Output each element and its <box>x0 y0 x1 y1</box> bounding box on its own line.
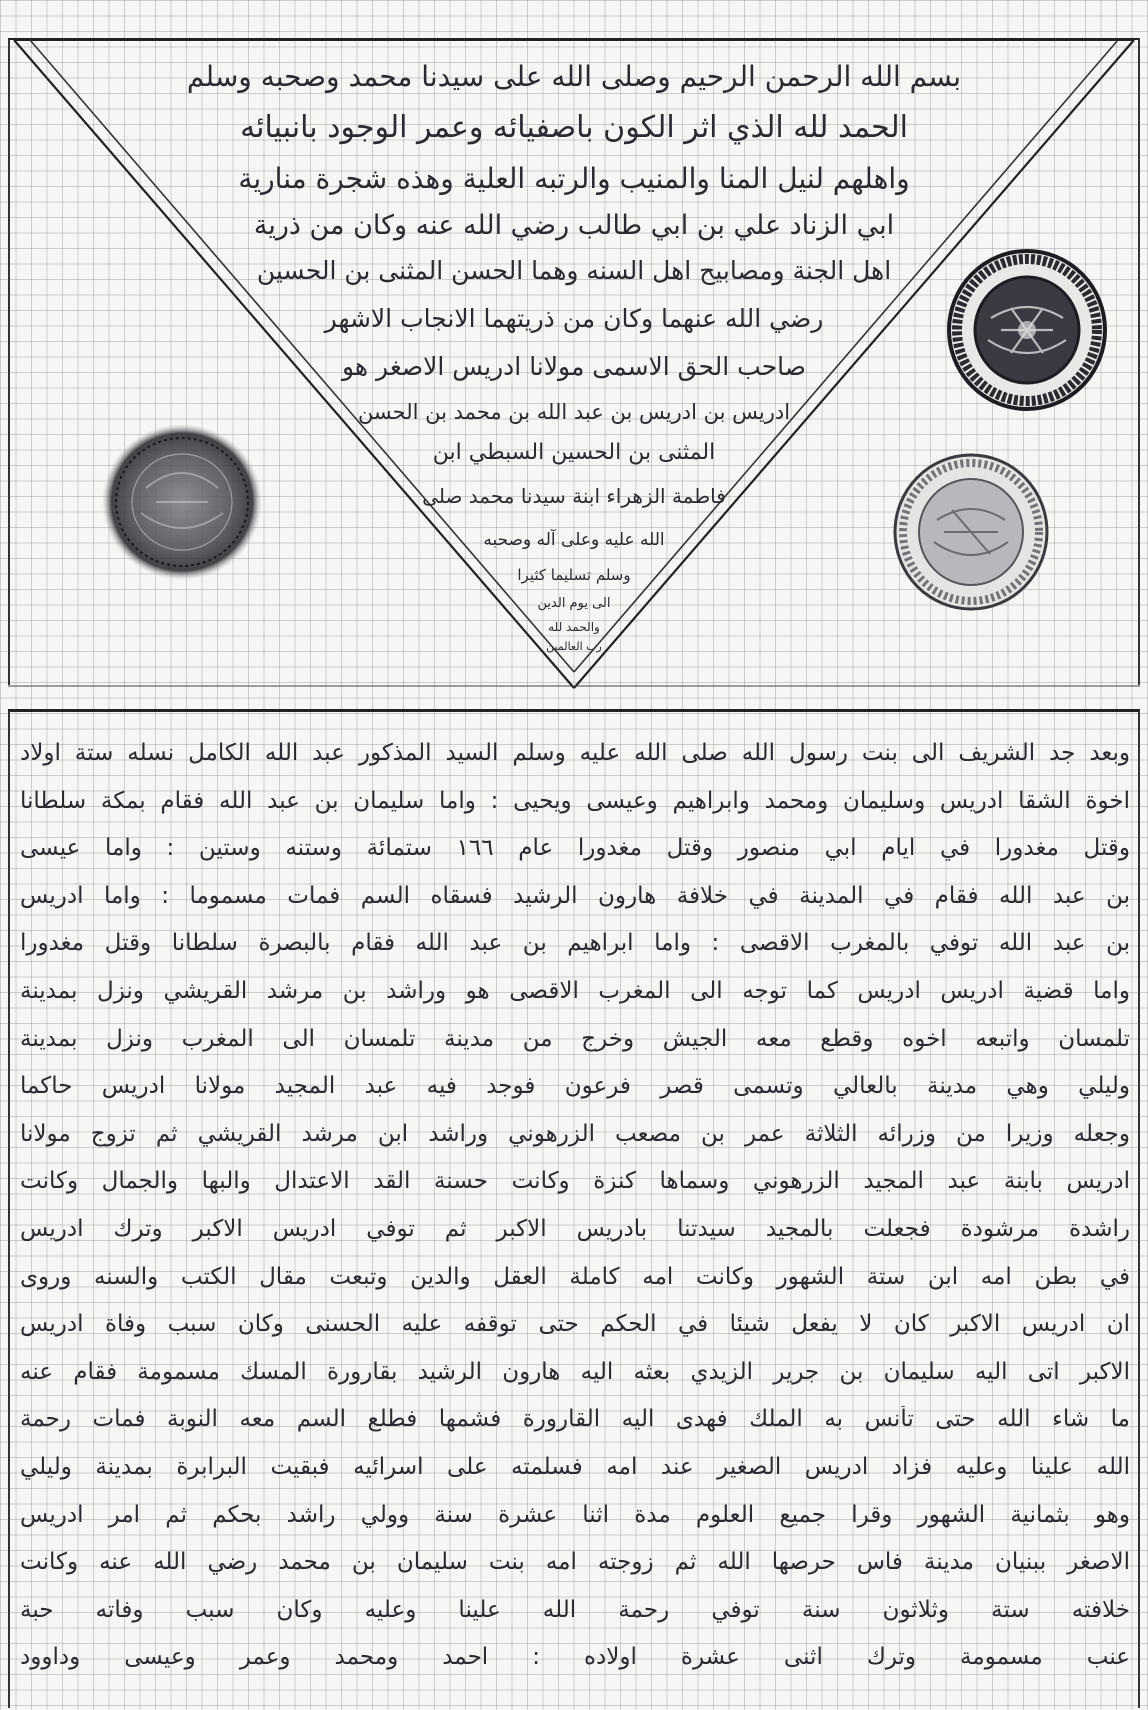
header-line: والحمد لله <box>548 620 600 634</box>
body-line: تلمسان واتبعه اخوه وقطع معه الجيش وخرج من مدينة تلمسان الى المغرب ونزل بمدينة <box>20 1025 1130 1052</box>
body-line: ان ادريس الاكبر كان لا يفعل شيئا في الحكم حتى توقفه عليه الحسنى وكان سبب وفاة ادريس <box>20 1311 1130 1338</box>
body-line: في بطن امه ابن ستة الشهور وكانت امه كاملة العقل والدين وتبعت مقال الكتب والسنه وروى <box>20 1263 1130 1290</box>
header-line: المثنى بن الحسين السبطي ابن <box>432 440 716 465</box>
body-line: وليلي وهي مدينة بالعالي وتسمى قصر فرعون فوجد فيه عبد المجيد مولانا ادريس حاكما <box>20 1073 1130 1100</box>
header-line: فاطمة الزهراء ابنة سيدنا محمد صلى <box>422 484 726 508</box>
header-line: رب العالمين <box>546 640 602 653</box>
header-line: رضي الله عنهما وكان من ذريتهما الانجاب الاشهر <box>324 304 824 333</box>
body-line: بن عبد الله توفي بالمغرب الاقصى : واما ابراهيم بن عبد الله فقام بالبصرة سلطانا وقتل مغدورا <box>20 930 1130 957</box>
seal-right-top <box>946 248 1108 412</box>
header-line: الحمد لله الذي اثر الكون باصفيائه وعمر الوجود بانبيائه <box>240 110 908 145</box>
body-line: بن عبد الله فقام في المدينة في خلافة هارون الرشيد فسقاه السم فمات مسموما : واما ادريس <box>20 882 1130 909</box>
body-line: وبعد جد الشريف الى بنت رسول الله صلى الله عليه وسلم السيد المذكور عبد الله الكامل نسله ستة اولاد <box>20 740 1130 766</box>
body-line: وجعله وزيرا من وزرائه الثلاثة عمر بن مصعب الزرهوني وراشد ابن مرشد القريشي ثم تزوج مولانا <box>20 1120 1130 1147</box>
body-line: ادريس بابنة عبد المجيد الزرهوني وسماها كنزة وكانت حسنة القد الاعتدال والبها والجمال وكانت <box>20 1168 1130 1195</box>
seal-left <box>96 418 268 586</box>
seal-right-bottom <box>892 452 1050 612</box>
header-line: بسم الله الرحمن الرحيم وصلى الله على سيدنا محمد وصحبه وسلم <box>186 60 962 93</box>
body-line: وهو بثمانية الشهور وقرا جميع العلوم مدة اثنا عشرة سنة وولي راشد بحكم ثم امر ادريس <box>20 1501 1130 1528</box>
header-line: وسلم تسليما كثيرا <box>517 566 631 584</box>
body-line: عنب مسمومة وترك اثنى عشرة اولاده : احمد ومحمد وعمر وعيسى وداوود <box>20 1644 1130 1671</box>
body-line: راشدة مرشودة فجعلت بالمجيد سيدتنا بادريس الاكبر ثم توفي ادريس الاكبر وترك ادريس <box>20 1216 1130 1242</box>
body-line: واما قضية ادريس ادريس كما توجه الى المغرب الاقصى هو وراشد بن مرشد القريشي ونزل بمدينة <box>20 978 1130 1004</box>
header-line: واهلهم لنيل المنا والمنيب والرتبه العلية وهذه شجرة منارية <box>238 162 910 195</box>
body-line: وقتل مغدورا في ايام ابي منصور وقتل مغدورا عام ١٦٦ ستمائة وستنه وستين : واما عيسى <box>20 835 1130 862</box>
body-line: ما شاء الله حتى تأنس به الملك فهدى اليه القارورة فشمها فطلع السم معه النوبة فمات رحمة <box>20 1406 1130 1433</box>
header-line: ادريس بن ادريس بن عبد الله بن محمد بن الحسن <box>357 400 791 424</box>
body-line: الاكبر اتى اليه سليمان بن جرير الزيدي بعثه اليه هارون الرشيد بقارورة المسك مسمومة فقام عنه <box>20 1358 1130 1385</box>
header-line: ابي الزناد علي بن ابي طالب رضي الله عنه وكان من ذرية <box>253 210 895 241</box>
body-line: الله علينا وعليه فزاد ادريس الصغير عند امه فسلمته على اسرائيه فبقيت البرابرة بمدينة وليلي <box>20 1454 1130 1480</box>
body-line: خلافته ستة وثلاثون سنة توفي رحمة الله علينا وعليه وكان سبب وفاته حبة <box>20 1596 1130 1623</box>
header-line: الله عليه وعلى آله وصحبه <box>483 530 665 550</box>
header-line: اهل الجنة ومصابيح اهل السنه وهما الحسن المثنى بن الحسين <box>256 256 892 285</box>
body-line: الاصغر ببنيان مدينة فاس حرصها الله ثم زوجته امه بنت سليمان بن محمد رضي الله عنه وكانت <box>20 1549 1130 1576</box>
header-line: الى يوم الدين <box>537 596 611 611</box>
body-line: اخوة الشقا ادريس وسليمان ومحمد وابراهيم وعيسى ويحيى : واما سليمان بن عبد الله فقام بمكة سلطانا <box>20 787 1130 814</box>
header-line: صاحب الحق الاسمى مولانا ادريس الاصغر هو <box>341 352 807 381</box>
